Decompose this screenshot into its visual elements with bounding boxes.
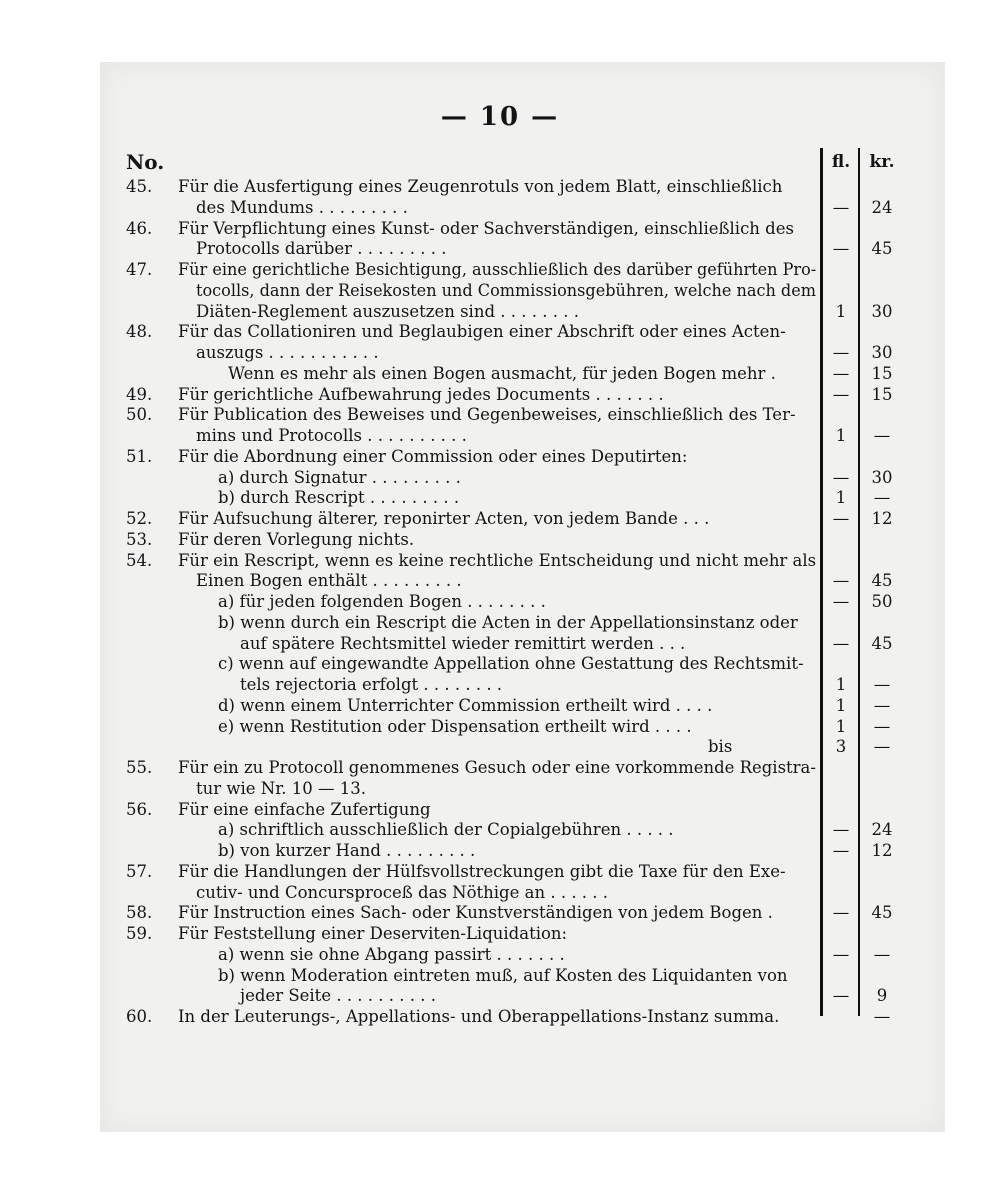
entry-text: Protocolls darüber . . . . . . . . . bbox=[196, 239, 447, 259]
entry-number: 56. bbox=[126, 799, 153, 819]
entry-text: Diäten-Reglement auszusetzen sind . . . . . . . . bbox=[196, 301, 579, 321]
kreuzer-value: 45 bbox=[871, 239, 893, 259]
header-fl: fl. bbox=[831, 152, 851, 172]
entry-text: Für Publication des Beweises und Gegenbeweises, einschließlich des Ter- bbox=[178, 405, 796, 425]
gulden-value: — bbox=[832, 343, 850, 362]
entry-text: Für Instruction eines Sach- oder Kunstverständigen von jedem Bogen . bbox=[178, 903, 773, 923]
entry-text: mins und Protocolls . . . . . . . . . . bbox=[196, 426, 467, 445]
kreuzer-value: 15 bbox=[871, 384, 893, 404]
entry-text: a) durch Signatur . . . . . . . . . bbox=[218, 467, 461, 487]
entry-text: bis bbox=[708, 737, 733, 757]
entry-number: 60. bbox=[126, 1007, 153, 1026]
entry-number: 53. bbox=[126, 529, 153, 549]
kreuzer-value: 15 bbox=[871, 363, 893, 383]
gulden-value: — bbox=[832, 944, 850, 964]
entry-text: a) für jeden folgenden Bogen . . . . . . . . bbox=[218, 592, 546, 611]
entry-text: a) schriftlich ausschließlich der Copialgebühren . . . . . bbox=[218, 820, 674, 840]
entry-text: auszugs . . . . . . . . . . . bbox=[196, 343, 379, 362]
gulden-value: — bbox=[832, 363, 850, 383]
entry-text: Für eine gerichtliche Besichtigung, ausschließlich des darüber geführten Pro- bbox=[178, 260, 817, 279]
gulden-value: 1 bbox=[835, 716, 847, 736]
entry-number: 51. bbox=[126, 446, 153, 466]
gulden-value: 1 bbox=[835, 695, 847, 715]
entry-text: Wenn es mehr als einen Bogen ausmacht, für jeden Bogen mehr . bbox=[228, 363, 776, 383]
entry-text: Für Feststellung einer Deserviten-Liquidation: bbox=[178, 924, 568, 943]
entry-text: Für deren Vorlegung nichts. bbox=[178, 529, 415, 549]
entry-text: e) wenn Restitution oder Dispensation ertheilt wird . . . . bbox=[218, 716, 692, 736]
kreuzer-value: — bbox=[873, 675, 891, 694]
entry-number: 49. bbox=[126, 384, 153, 404]
entry-text: b) durch Rescript . . . . . . . . . bbox=[218, 488, 460, 508]
gulden-value: — bbox=[832, 239, 850, 259]
kreuzer-value: 12 bbox=[871, 841, 893, 860]
entry-text: cutiv- und Concursproceß das Nöthige an . . . . . . bbox=[196, 882, 609, 902]
entry-number: 55. bbox=[126, 758, 153, 777]
entry-number: 59. bbox=[126, 924, 153, 943]
entry-text: Für die Handlungen der Hülfsvollstreckungen gibt die Taxe für den Exe- bbox=[178, 861, 786, 881]
kreuzer-value: 24 bbox=[871, 197, 893, 217]
kreuzer-value: 9 bbox=[876, 986, 888, 1006]
gulden-value: — bbox=[832, 986, 850, 1006]
kreuzer-value: 12 bbox=[871, 509, 893, 528]
gulden-value: — bbox=[832, 197, 850, 217]
entry-text: c) wenn auf eingewandte Appellation ohne Gestattung des Rechtsmit- bbox=[218, 654, 804, 674]
entry-number: 50. bbox=[126, 405, 153, 425]
entry-number: 47. bbox=[126, 260, 153, 279]
kreuzer-value: 45 bbox=[871, 633, 893, 653]
entry-text: b) von kurzer Hand . . . . . . . . . bbox=[218, 841, 476, 860]
gulden-value: — bbox=[832, 903, 850, 923]
gulden-value: 3 bbox=[835, 737, 847, 757]
kreuzer-value: 24 bbox=[871, 820, 893, 840]
gulden-value: — bbox=[832, 633, 850, 653]
gulden-value: — bbox=[832, 467, 850, 487]
entry-text: tels rejectoria erfolgt . . . . . . . . bbox=[240, 675, 503, 694]
kreuzer-value: — bbox=[873, 944, 891, 964]
entry-number: 52. bbox=[126, 509, 153, 528]
kreuzer-value: 30 bbox=[871, 301, 893, 321]
entry-text: tur wie Nr. 10 — 13. bbox=[196, 778, 367, 798]
kreuzer-value: 30 bbox=[871, 467, 893, 487]
entry-text: In der Leuterungs-, Appellations- und Oberappellations-Instanz summa. bbox=[178, 1007, 780, 1026]
gulden-value: 1 bbox=[835, 426, 847, 445]
kreuzer-value: 50 bbox=[871, 592, 893, 611]
gulden-value: — bbox=[832, 509, 850, 528]
entry-text: Für die Ausfertigung eines Zeugenrotuls von jedem Blatt, einschließlich bbox=[178, 177, 783, 196]
gulden-value: 1 bbox=[835, 675, 847, 694]
kreuzer-value: 45 bbox=[871, 571, 893, 591]
kreuzer-value: 30 bbox=[871, 343, 893, 362]
kreuzer-value: — bbox=[873, 737, 891, 757]
gulden-value: — bbox=[832, 841, 850, 860]
entry-text: b) wenn durch ein Rescript die Acten in der Appellationsinstanz oder bbox=[218, 612, 798, 632]
entry-text: Für das Collationiren und Beglaubigen einer Abschrift oder eines Acten- bbox=[178, 322, 786, 342]
kreuzer-value: — bbox=[873, 1007, 891, 1026]
entry-text: Für ein Rescript, wenn es keine rechtliche Entscheidung und nicht mehr als bbox=[178, 550, 817, 570]
kreuzer-value: — bbox=[873, 488, 891, 508]
gulden-value: — bbox=[832, 571, 850, 591]
kreuzer-value: — bbox=[873, 695, 891, 715]
entry-text: Für ein zu Protocoll genommenes Gesuch oder eine vorkommende Registra- bbox=[178, 758, 816, 777]
kreuzer-value: — bbox=[873, 426, 891, 445]
entry-text: tocolls, dann der Reisekosten und Commissionsgebühren, welche nach dem bbox=[196, 280, 817, 300]
gulden-value: — bbox=[832, 592, 850, 611]
entry-text: Für Verpflichtung eines Kunst- oder Sachverständigen, einschließlich des bbox=[178, 218, 794, 238]
gulden-value: 1 bbox=[835, 301, 847, 321]
gulden-value: 1 bbox=[835, 488, 847, 508]
entry-text: a) wenn sie ohne Abgang passirt . . . . . . . bbox=[218, 944, 565, 964]
entry-text: Für die Abordnung einer Commission oder eines Deputirten: bbox=[178, 446, 688, 466]
entry-text: des Mundums . . . . . . . . . bbox=[196, 197, 408, 217]
entry-number: 58. bbox=[126, 903, 153, 923]
entry-number: 45. bbox=[126, 177, 153, 196]
entry-text: Einen Bogen enthält . . . . . . . . . bbox=[196, 571, 462, 591]
entry-number: 54. bbox=[126, 550, 153, 570]
entry-text: auf spätere Rechtsmittel wieder remittirt werden . . . bbox=[240, 633, 686, 653]
entry-text: Für eine einfache Zufertigung bbox=[178, 799, 431, 819]
entry-text: d) wenn einem Unterrichter Commission ertheilt wird . . . . bbox=[218, 695, 713, 715]
header-kr: kr. bbox=[869, 152, 895, 172]
entry-text: jeder Seite . . . . . . . . . . bbox=[240, 986, 436, 1006]
page-number: — 10 — bbox=[440, 102, 560, 132]
kreuzer-value: 45 bbox=[871, 903, 893, 923]
header-no: No. bbox=[126, 150, 165, 174]
entry-number: 57. bbox=[126, 861, 153, 881]
entry-text: Für gerichtliche Aufbewahrung jedes Documents . . . . . . . bbox=[178, 384, 664, 404]
entry-text: Für Aufsuchung älterer, reponirter Acten, von jedem Bande . . . bbox=[178, 509, 710, 528]
kreuzer-value: — bbox=[873, 716, 891, 736]
entry-number: 46. bbox=[126, 218, 153, 238]
entry-text: b) wenn Moderation eintreten muß, auf Kosten des Liquidanten von bbox=[218, 965, 788, 985]
gulden-value: — bbox=[832, 384, 850, 404]
table-row bbox=[0, 1005, 900, 1029]
table-header bbox=[0, 150, 900, 174]
entry-number: 48. bbox=[126, 322, 153, 342]
gulden-value: — bbox=[832, 820, 850, 840]
